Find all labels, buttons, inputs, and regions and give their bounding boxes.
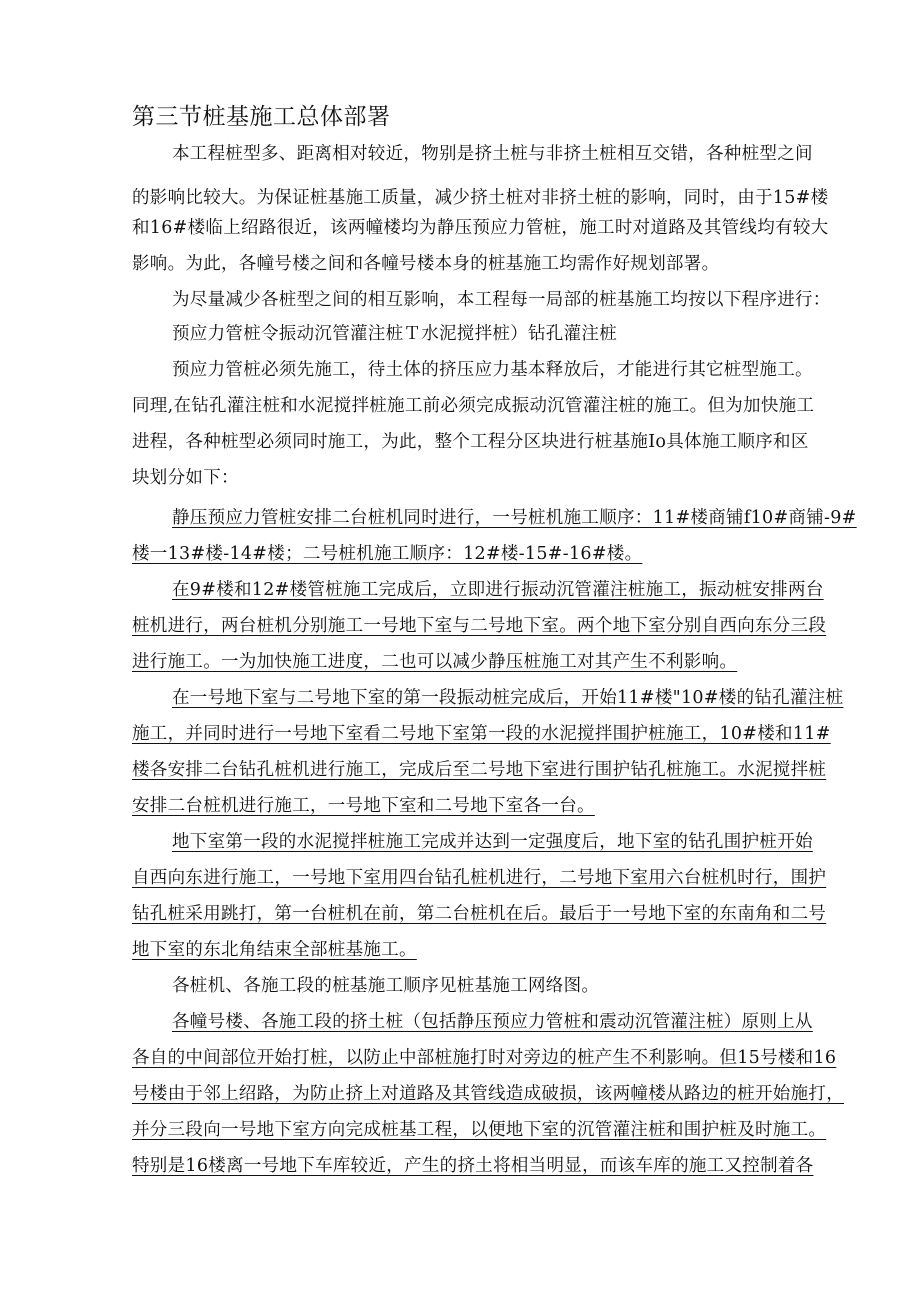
paragraph-3-line-1: 预应力管桩令振动沉管灌注桩Ｔ水泥搅拌桩）钻孔灌注桩: [172, 324, 617, 344]
paragraph-10-line-4: 并分三段向一号地下室方向完成桩基工程，以便地下室的沉管灌注桩和围护桩及时施工。: [132, 1120, 827, 1140]
paragraph-7-line-2: 施工，并同时进行一号地下室看二号地下室第一段的水泥搅拌围护桩施工，10#楼和11#: [132, 724, 831, 744]
paragraph-8-line-4: 地下室的东北角结束全部桩基施工。: [132, 940, 417, 960]
paragraph-1-line-1: 本工程桩型多、距离相对较近，物别是挤土桩与非挤土桩相互交错，各种桩型之间: [172, 144, 813, 164]
paragraph-9-line-1: 各桩机、各施工段的桩基施工顺序见桩基施工网络图。: [172, 976, 600, 996]
paragraph-7-line-1: 在一号地下室与二号地下室的第一段振动桩完成后，开始11#楼"10#楼的钻孔灌注桩: [172, 688, 844, 708]
paragraph-1-line-3: 和16#楼临上绍路很近，该两幢楼均为静压预应力管桩，施工时对道路及其管线均有较大: [132, 218, 829, 238]
paragraph-7-line-3: 楼各安排二台钻孔桩机进行施工，完成后至二号地下室进行围护钻孔桩施工。水泥搅拌桩: [132, 760, 827, 780]
paragraph-8-line-2: 自西向东进行施工，一号地下室用四台钻孔桩机进行，二号地下室用六台桩机时行，围护: [132, 868, 827, 888]
paragraph-7-line-4: 安排二台桩机进行施工，一号地下室和二号地下室各一台。: [132, 796, 595, 816]
paragraph-10-line-5: 特别是16楼离一号地下车库较近，产生的挤土将相当明显，而该车库的施工又控制着各: [132, 1156, 814, 1176]
paragraph-4-line-2: 同理,在钻孔灌注桩和水泥搅拌桩施工前必须完成振动沉管灌注桩的施工。但为加快施工: [132, 396, 815, 416]
paragraph-1-line-2: 的影响比较大。为保证桩基施工质量，减少挤土桩对非挤土桩的影响，同时，由于15#楼: [132, 188, 829, 208]
paragraph-10-line-1: 各幢号楼、各施工段的挤土桩（包括静压预应力管桩和震动沉管灌注桩）原则上从: [172, 1012, 813, 1032]
paragraph-8-line-1: 地下室第一段的水泥搅拌桩施工完成并达到一定强度后，地下室的钻孔围护桩开始: [172, 832, 813, 852]
paragraph-1-line-4: 影响。为此，各幢号楼之间和各幢号楼本身的桩基施工均需作好规划部署。: [132, 254, 720, 274]
paragraph-5-line-1: 静压预应力管桩安排二台桩机同时进行，一号桩机施工顺序：11#楼商铺f10#商铺-9#: [172, 508, 857, 528]
paragraph-4-line-3: 进程，各种桩型必须同时施工，为此，整个工程分区块进行桩基施Io具体施工顺序和区: [132, 432, 809, 452]
paragraph-4-line-4: 块划分如下：: [132, 468, 239, 488]
paragraph-6-line-3: 进行施工。一为加快施工进度，二也可以减少静压桩施工对其产生不利影响。: [132, 652, 738, 672]
paragraph-2-line-1: 为尽量减少各桩型之间的相互影响，本工程每一局部的桩基施工均按以下程序进行：: [172, 290, 831, 310]
paragraph-10-line-2: 各自的中间部位开始打桩，以防止中部桩施打时对旁边的桩产生不利影响。但15号楼和16: [132, 1048, 837, 1068]
paragraph-4-line-1: 预应力管桩必须先施工，待土体的挤压应力基本释放后，才能进行其它桩型施工。: [172, 360, 813, 380]
paragraph-5-line-2: 楼一13#楼-14#楼；二号桩机施工顺序：12#楼-15#-16#楼。: [132, 544, 643, 564]
paragraph-8-line-3: 钻孔桩采用跳打，第一台桩机在前，第二台桩机在后。最后于一号地下室的东南角和二号: [132, 904, 827, 924]
paragraph-6-line-1: 在9#楼和12#楼管桩施工完成后，立即进行振动沉管灌注桩施工，振动桩安排两台: [172, 580, 824, 600]
paragraph-6-line-2: 桩机进行，两台桩机分别施工一号地下室与二号地下室。两个地下室分别自西向东分三段: [132, 616, 827, 636]
section-heading: 第三节桩基施工总体部署: [132, 104, 391, 130]
paragraph-10-line-3: 号楼由于邻上绍路，为防止挤上对道路及其管线造成破损，该两幢楼从路边的桩开始施打，: [132, 1084, 844, 1104]
